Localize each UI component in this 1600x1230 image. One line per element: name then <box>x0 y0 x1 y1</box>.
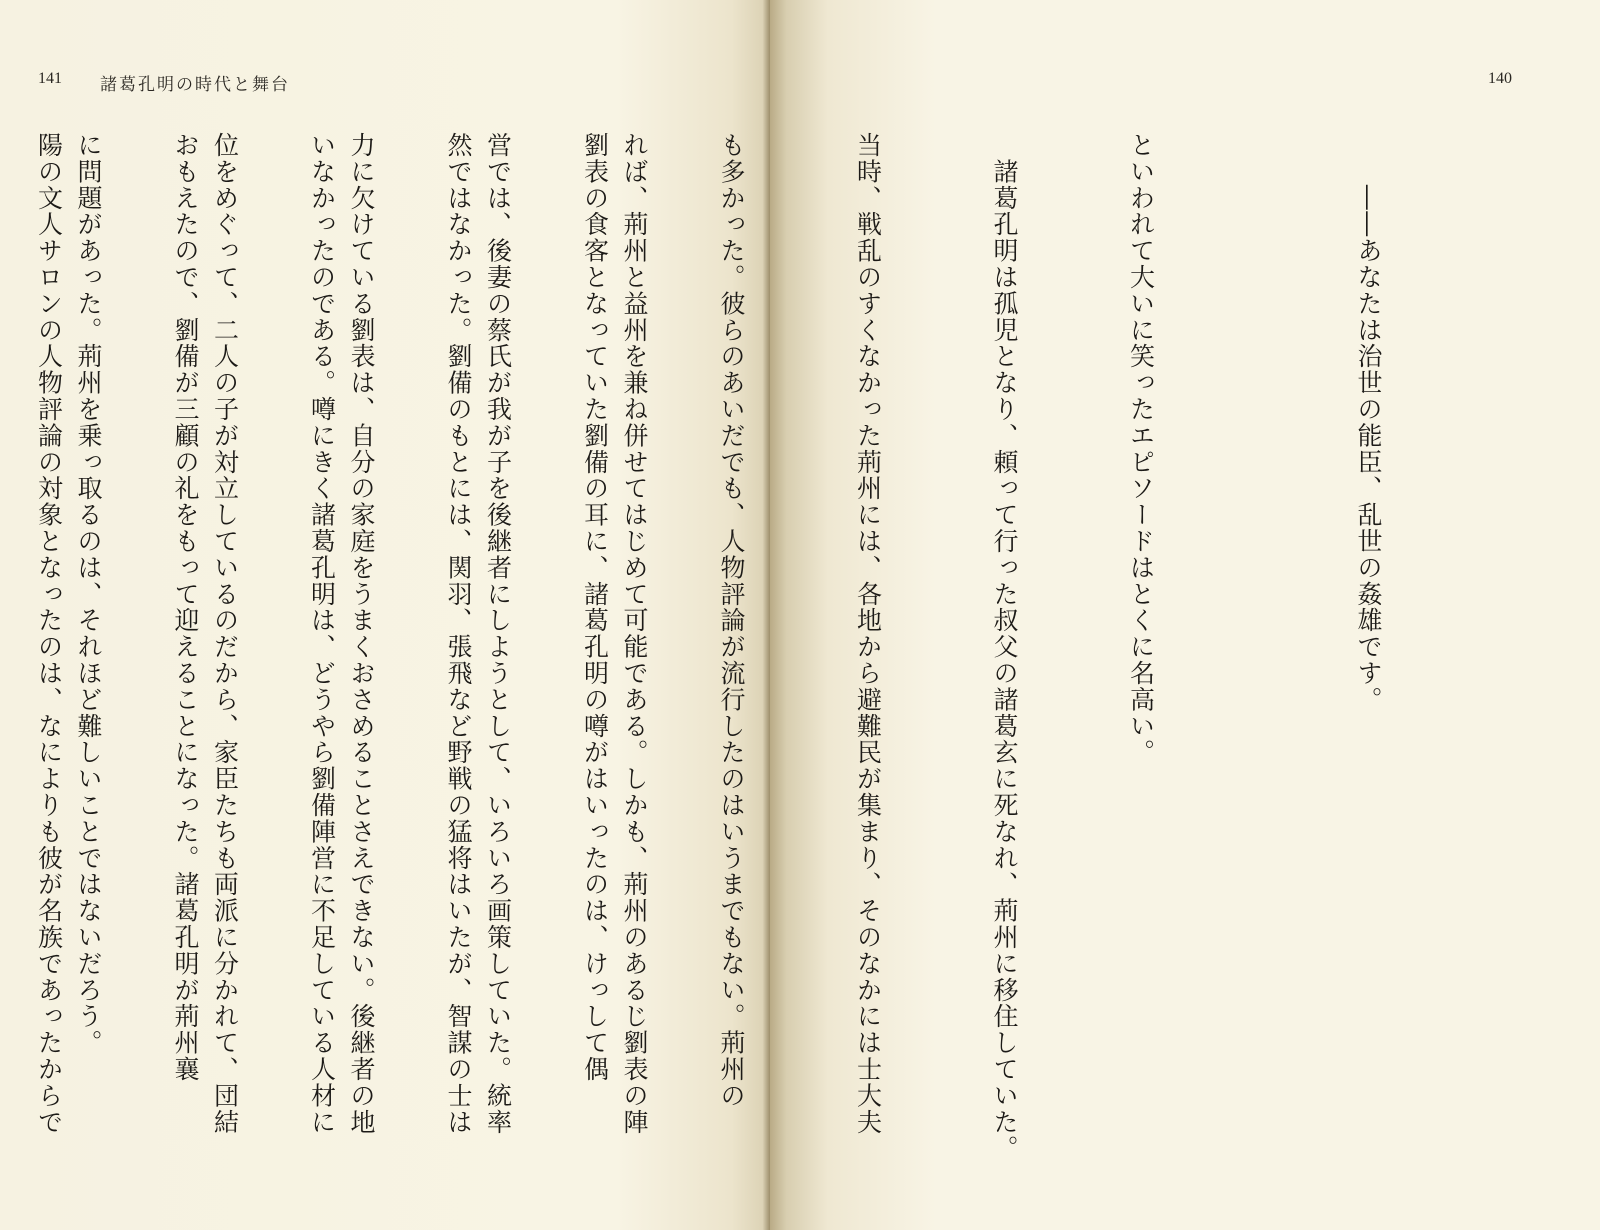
page-number-left: 141 <box>38 70 62 87</box>
text-line: れば、荊州と益州を兼ね併せてはじめて可能である。しかも、荊州のあるじ劉表の陣 <box>620 132 649 1136</box>
text-line: に問題があった。荊州を乗っ取るのは、それほど難しいことではないだろう。 <box>74 132 103 1056</box>
text-line: 営では、後妻の蔡氏が我が子を後継者にしようとして、いろいろ画策していた。統率 <box>483 132 513 1136</box>
text-line: おもえたので、劉備が三顧の礼をもって迎えることになった。諸葛孔明が荊州襄 <box>171 132 200 1083</box>
text-line: いなかったのである。噂にきく諸葛孔明は、どうやら劉備陣営に不足している人材に <box>307 132 337 1136</box>
text-line: 劉表の食客となっていた劉備の耳に、諸葛孔明の噂がはいったのは、けっして偶 <box>580 132 610 1083</box>
text-line: 力に欠けている劉表は、自分の家庭をうまくおさめることさえできない。後継者の地 <box>347 132 376 1136</box>
text-line: といわれて大いに笑ったエピソードはとくに名高い。 <box>1126 132 1156 766</box>
text-line: も多かった。彼らのあいだでも、人物評論が流行したのはいうまでもない。荊州の <box>717 132 746 1109</box>
text-line: 諸葛孔明は孤児となり、頼って行った叔父の諸葛玄に死なれ、荊州に移住していた。 <box>990 132 1019 1162</box>
text-line: 陽の文人サロンの人物評論の対象となったのは、なによりも彼が名族であったからで <box>34 132 64 1136</box>
text-line: 位をめぐって、二人の子が対立しているのだから、家臣たちも両派に分かれて、団結 <box>210 132 240 1136</box>
running-head: 諸葛孔明の時代と舞台 <box>100 75 290 95</box>
text-line: 当時、戦乱のすくなかった荊州には、各地から避難民が集まり、そのなかには士大夫 <box>853 132 883 1136</box>
text-line: 然ではなかった。劉備のもとには、関羽、張飛など野戦の猛将はいたが、智謀の士は <box>444 132 473 1136</box>
text-line: ――あなたは治世の能臣、乱世の姦雄です。 <box>1354 132 1383 713</box>
page-number-right: 140 <box>1488 70 1512 87</box>
